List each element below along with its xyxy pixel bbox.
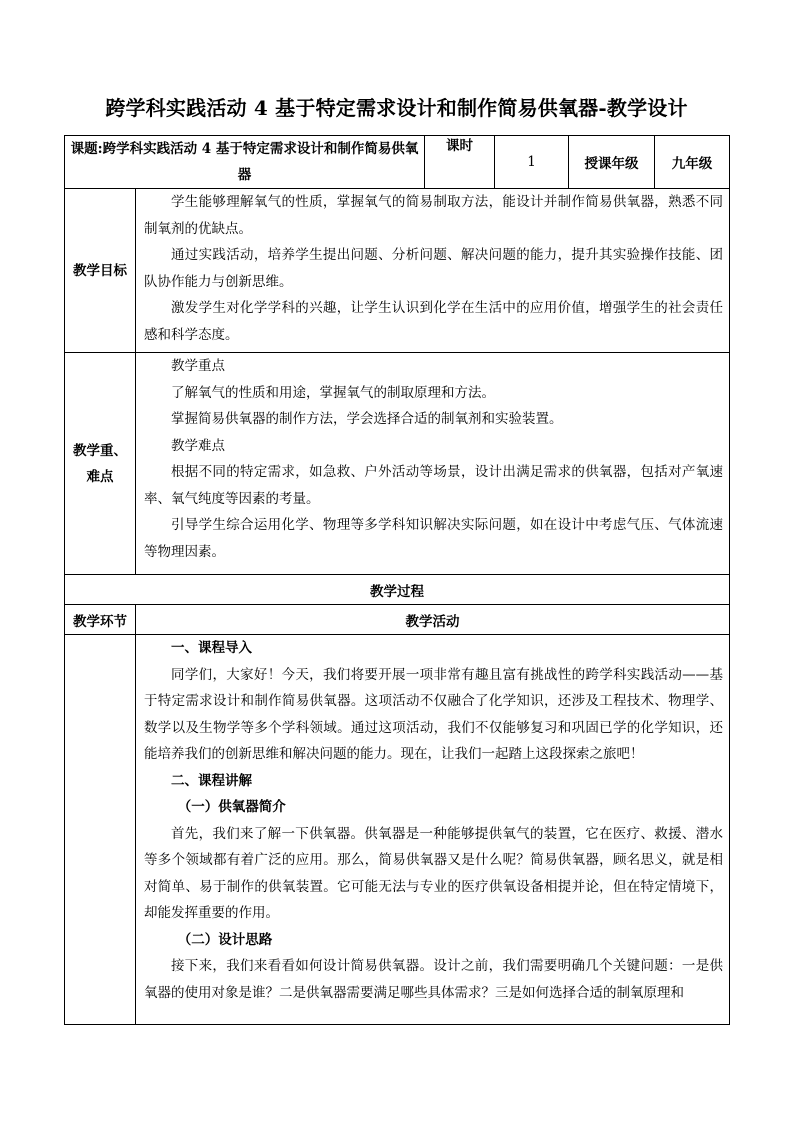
goals-content: [136, 189, 730, 353]
process-title-row: [65, 575, 730, 605]
keypoints-label-line1: 教学重、: [73, 442, 127, 459]
goals-row: [65, 189, 730, 353]
keypoints-label-line2: 难点: [86, 468, 114, 485]
topic-cell: [65, 136, 425, 189]
process-title: 教学过程: [65, 575, 730, 605]
keypoint-paragraph: 掌握简易供氧器的制作方法，学会选择合适的制氧剂和实验装置。: [171, 411, 563, 427]
period-label: 课时: [425, 136, 495, 189]
goals-label: 教学目标: [65, 189, 136, 353]
section-heading: 一、课程导入: [171, 640, 252, 656]
section-paragraph: 接下来，我们来看看如何设计简易供氧器。设计之前，我们需要明确几个关键问题：一是供氧器的使用对象是谁？二是供氧器需要满足哪些具体需求？三是如何选择合适的制氧原理和: [144, 958, 723, 1001]
keypoints-row: [65, 353, 730, 575]
keypoint-paragraph: 根据不同的特定需求，如急救、户外活动等场景，设计出满足需求的供氧器，包括对产氧速率、氧气纯度等因素的考量。: [144, 464, 723, 507]
subsection-heading: （一）供氧器简介: [177, 799, 286, 815]
activity-column-header: 教学活动: [136, 605, 730, 635]
process-content-row: [65, 635, 730, 1025]
keypoint-paragraph: 引导学生综合运用化学、物理等多学科知识解决实际问题，如在设计中考虑气压、气体流速等物理因素。: [144, 517, 723, 560]
header-row: [65, 136, 730, 189]
section-heading: 二、课程讲解: [171, 772, 252, 789]
keypoints-label: [65, 353, 136, 575]
goal-paragraph: 学生能够理解氧气的性质，掌握氧气的简易制取方法，能设计并制作简易供氧器，熟悉不同制氧剂的优缺点。: [144, 194, 723, 237]
activity-cell: [136, 635, 730, 1025]
stage-column-header: 教学环节: [65, 605, 136, 635]
grade-label: 授课年级: [569, 136, 655, 189]
lesson-plan-table: [64, 135, 730, 1025]
section-paragraph: 首先，我们来了解一下供氧器。供氧器是一种能够提供氧气的装置，它在医疗、救援、潜水等多个领域都有着广泛的应用。那么，简易供氧器又是什么呢？简易供氧器，顾名思义，就是相对简单、易于制作的供氧装置。它可能无法与专业的医疗供氧设备相提并论，但在特定情境下，却能发挥重要的作用。: [144, 825, 723, 921]
keypoint-heading: 教学重点: [171, 358, 225, 374]
stage-cell: [65, 635, 136, 1025]
keypoints-content: [136, 353, 730, 575]
document-title: 跨学科实践活动 4 基于特定需求设计和制作简易供氧器-教学设计: [105, 96, 688, 120]
keypoint-paragraph: 了解氧气的性质和用途，掌握氧气的制取原理和方法。: [171, 384, 495, 401]
process-header-row: [65, 605, 730, 635]
goal-paragraph: 通过实践活动，培养学生提出问题、分析问题、解决问题的能力，提升其实验操作技能、团队协作能力与创新思维。: [144, 247, 723, 290]
section-paragraph: 同学们，大家好！今天，我们将要开展一项非常有趣且富有挑战性的跨学科实践活动——基于特定需求设计和制作简易供氧器。这项活动不仅融合了化学知识，还涉及工程技术、物理学、数学以及生物学等多个学科领域。通过这项活动，我们不仅能够复习和巩固已学的化学知识，还能培养我们的创新思维和解决问题的能力。现在，让我们一起踏上这段探索之旅吧！: [144, 666, 723, 762]
topic-text: 课题:跨学科实践活动 4 基于特定需求设计和制作简易供氧器: [70, 141, 419, 183]
keypoint-heading: 教学难点: [171, 437, 225, 454]
period-value: 1: [495, 136, 569, 189]
subsection-heading: （二）设计思路: [177, 931, 273, 948]
goal-paragraph: 激发学生对化学学科的兴趣，让学生认识到化学在生活中的应用价值，增强学生的社会责任感和科学态度。: [144, 300, 723, 343]
grade-value: 九年级: [655, 136, 730, 189]
